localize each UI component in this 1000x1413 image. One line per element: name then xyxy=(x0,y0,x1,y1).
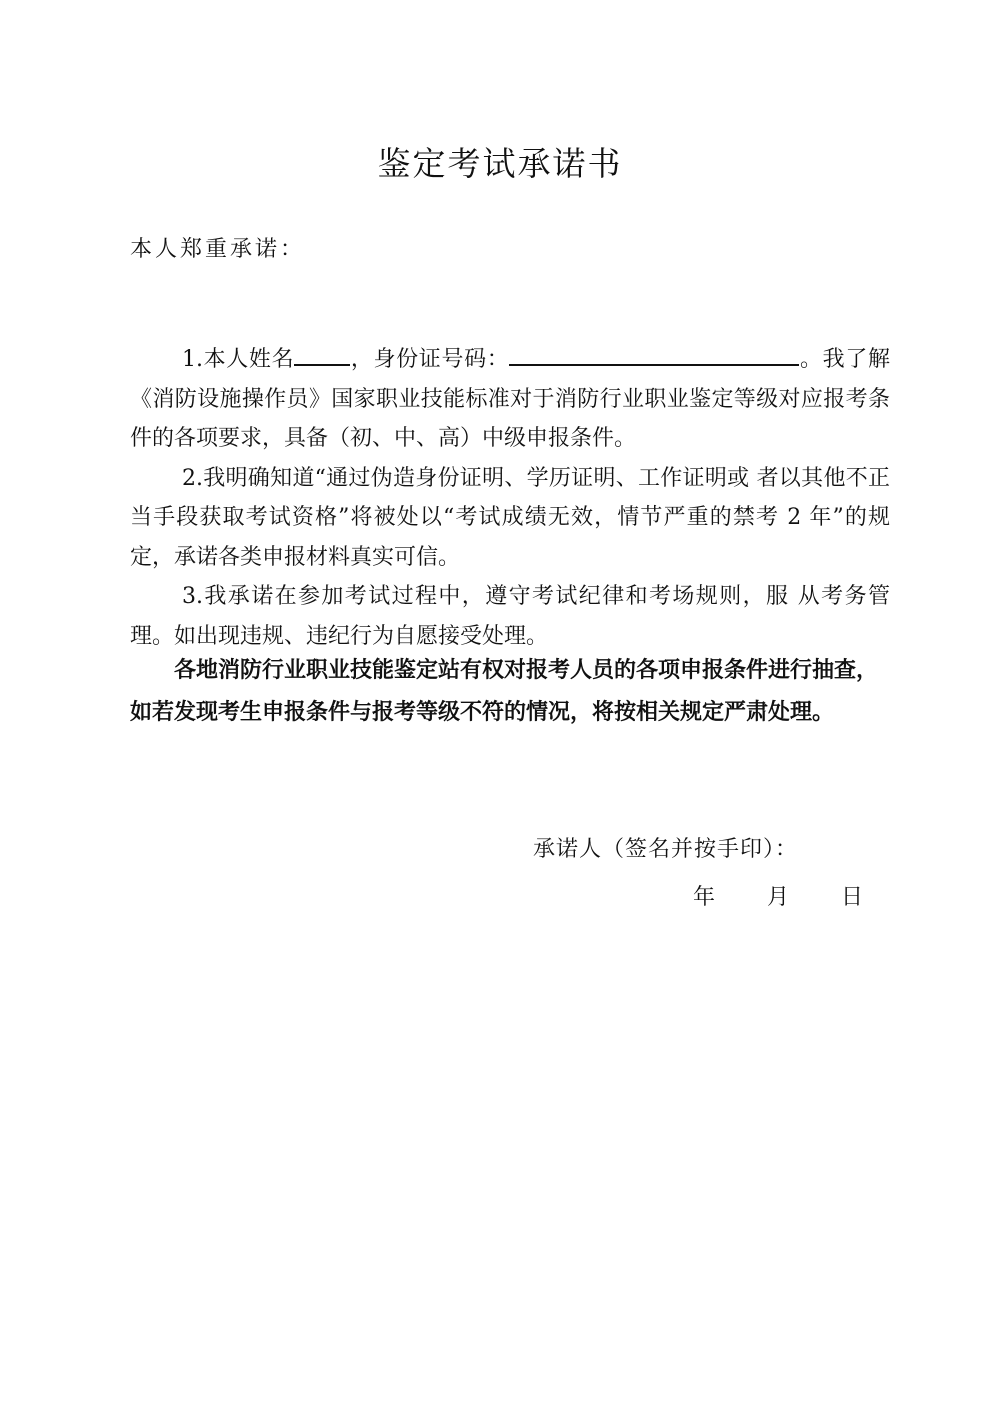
commitment-item-3: 3.我承诺在参加考试过程中，遵守考试纪律和考场规则，服 从考务管理。如出现违规、违纪行为自愿接受处理。 xyxy=(130,584,890,649)
commitment-body xyxy=(130,338,890,656)
item1-middle: ，身份证号码： xyxy=(350,347,510,372)
notice-text: 各地消防行业职业技能鉴定站有权对报考人员的各项申报条件进行抽查，如若发现考生申报条件与报考等级不符的情况，将按相关规定严肃处理。 xyxy=(130,658,879,725)
date-line xyxy=(693,880,863,911)
item1-rest: 我了解《消防设施操作员》国家职业技能标准对于消防行业职业鉴定等级对应报考条件的各项要求，具备（初、中、高）中级申报条件。 xyxy=(130,347,890,451)
commitment-item-1 xyxy=(130,338,890,459)
name-blank-field[interactable] xyxy=(294,338,350,366)
id-number-blank-field[interactable] xyxy=(509,338,799,366)
document-title: 鉴定考试承诺书 xyxy=(377,144,623,183)
date-month: 月 xyxy=(767,885,790,910)
item1-suffix: 。 xyxy=(799,347,823,372)
salutation: 本人郑重承诺： xyxy=(130,237,306,262)
date-day: 日 xyxy=(841,885,864,910)
item1-prefix: 1.本人姓名 xyxy=(182,347,295,372)
date-year: 年 xyxy=(693,885,716,910)
commitment-item-2: 2.我明确知道“通过伪造身份证明、学历证明、工作证明或 者以其他不正当手段获取考试资格”将被处以“考试成绩无效，情节严重的禁考 2 年”的规定，承诺各类申报材料真实可信。 xyxy=(130,465,890,570)
signer-label: 承诺人（签名并按手印）： xyxy=(533,837,799,862)
notice-block xyxy=(130,650,890,734)
